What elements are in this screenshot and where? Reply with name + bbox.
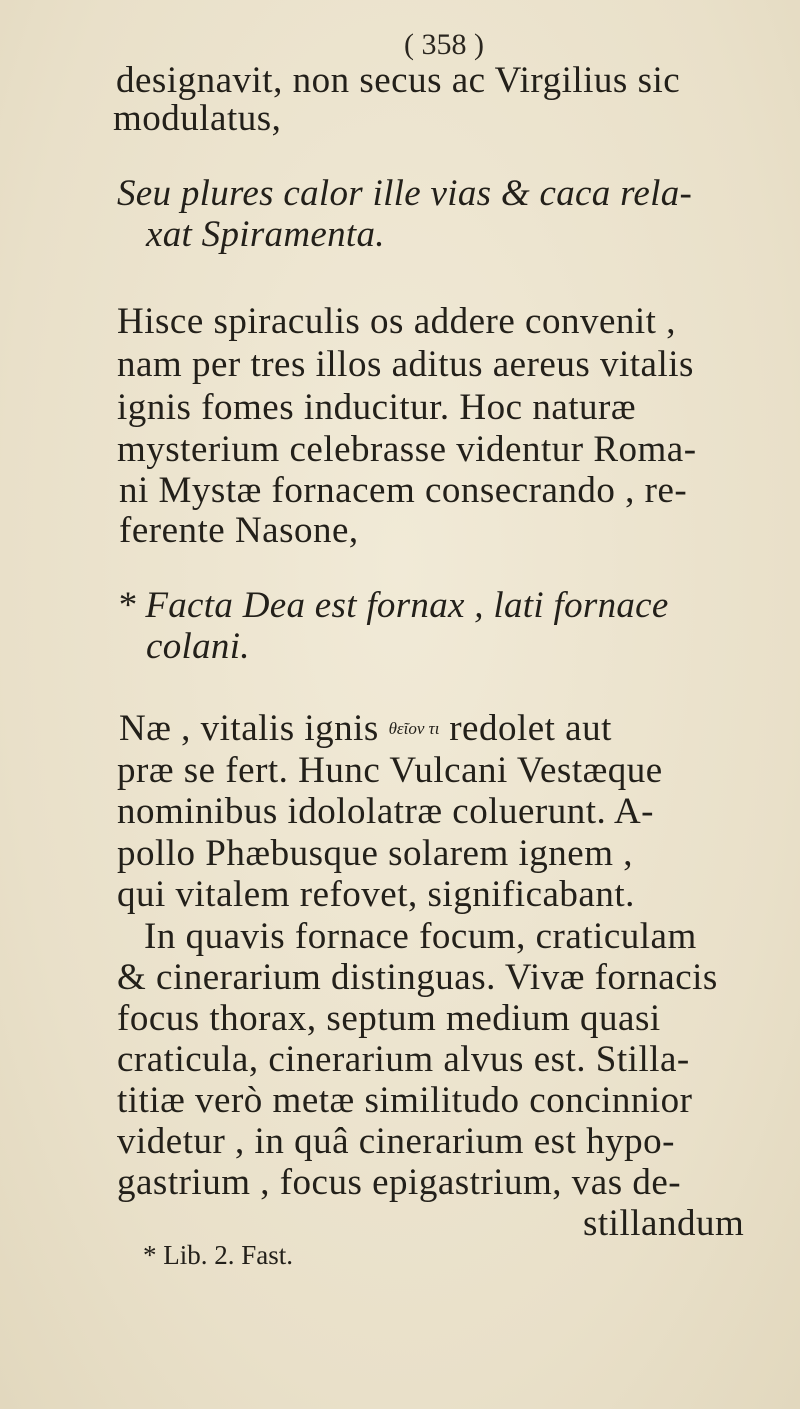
greek-phrase: θεῖον τι bbox=[388, 719, 440, 738]
verse-line: xat Spiramenta. bbox=[146, 214, 385, 255]
verse-line: * Facta Dea est fornax , lati fornace bbox=[117, 585, 669, 626]
text-line: gastrium , focus epigastrium, vas de- bbox=[117, 1162, 682, 1203]
text-line: ferente Nasone, bbox=[119, 510, 359, 551]
text-line: stillandum bbox=[583, 1203, 745, 1244]
text-line: præ se fert. Hunc Vulcani Vestæque bbox=[117, 750, 663, 791]
footnote: * Lib. 2. Fast. bbox=[143, 1240, 294, 1270]
text-line bbox=[119, 710, 612, 747]
text-line: & cinerarium distinguas. Vivæ fornacis bbox=[117, 957, 718, 998]
text-line: ignis fomes inducitur. Hoc naturæ bbox=[117, 387, 637, 428]
page-number: ( 358 ) bbox=[404, 28, 484, 61]
text-line: ni Mystæ fornacem consecrando , re- bbox=[119, 470, 688, 511]
text-line: qui vitalem refovet, significabant. bbox=[117, 874, 635, 915]
verse-line: colani. bbox=[146, 626, 250, 667]
text-line: mysterium celebrasse videntur Roma- bbox=[117, 429, 697, 470]
text-line: nominibus idololatræ coluerunt. A- bbox=[117, 791, 655, 832]
text-line: designavit, non secus ac Virgilius sic bbox=[116, 60, 681, 101]
verse-line: Seu plures calor ille vias & caca rela- bbox=[117, 173, 693, 214]
text-segment: redolet aut bbox=[449, 708, 612, 749]
text-line: modulatus, bbox=[113, 98, 282, 139]
text-segment: Næ , vitalis ignis bbox=[119, 708, 379, 749]
text-line: Hisce spiraculis os addere convenit , bbox=[117, 301, 676, 342]
text-line: In quavis fornace focum, craticulam bbox=[144, 916, 697, 957]
text-line: pollo Phæbusque solarem ignem , bbox=[117, 833, 633, 874]
text-line: titiæ verò metæ similitudo concinnior bbox=[117, 1080, 693, 1121]
text-line: nam per tres illos aditus aereus vitalis bbox=[117, 344, 694, 385]
text-line: craticula, cinerarium alvus est. Stilla- bbox=[117, 1039, 690, 1080]
text-line: focus thorax, septum medium quasi bbox=[117, 998, 661, 1039]
text-line: videtur , in quâ cinerarium est hypo- bbox=[117, 1121, 675, 1162]
